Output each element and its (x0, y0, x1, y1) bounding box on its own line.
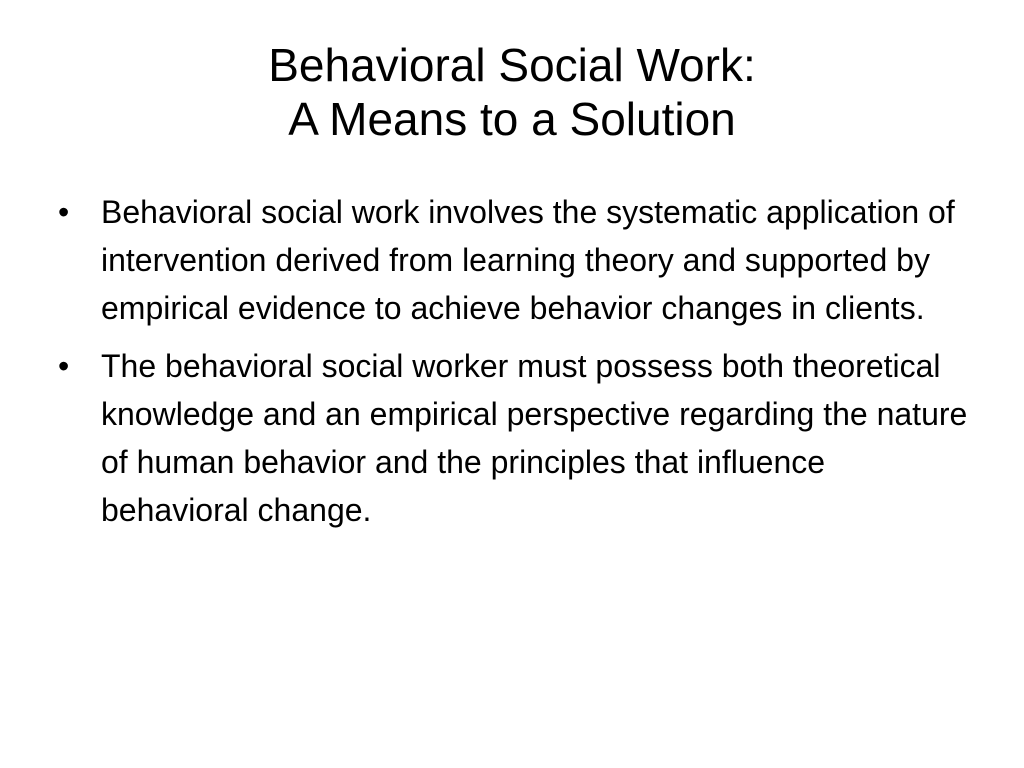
bullet-marker: • (58, 348, 70, 384)
bullet-item (58, 342, 978, 534)
bullet-text: The behavioral social worker must possess both theoretical knowledge and an empirical perspective regarding the nature of human behavior and the principles that influence behavioral change. (101, 348, 968, 528)
slide-title-line-1: Behavioral Social Work: (268, 39, 756, 91)
slide-title-line-2: A Means to a Solution (288, 93, 736, 145)
bullet-text: Behavioral social work involves the systematic application of intervention derived from learning theory and supported by empirical evidence to achieve behavior changes in clients. (101, 194, 955, 326)
bullet-marker: • (58, 194, 70, 230)
bullet-list (58, 188, 978, 544)
bullet-item (58, 188, 978, 332)
slide-title (0, 38, 1024, 146)
